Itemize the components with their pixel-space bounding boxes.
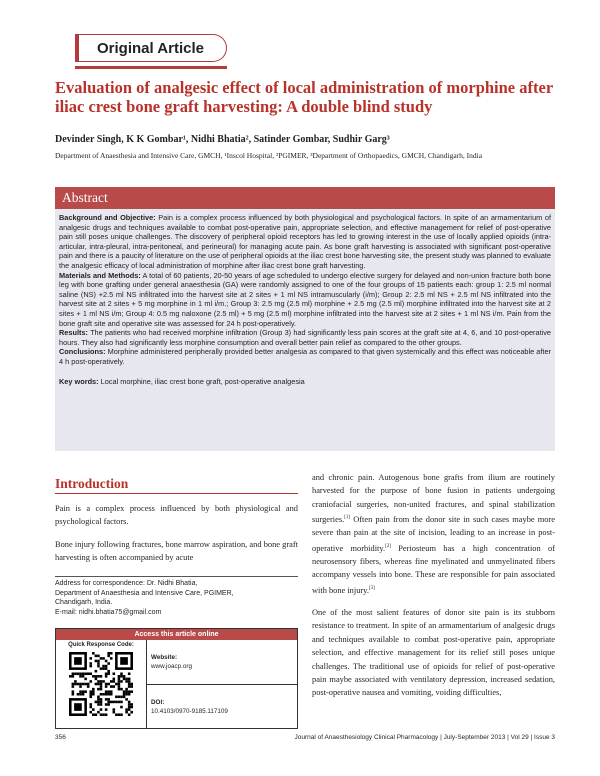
corr-email[interactable]: E-mail: nidhi.bhatia75@gmail.com bbox=[55, 608, 162, 616]
website-cell bbox=[147, 640, 297, 684]
qr-code-icon[interactable] bbox=[69, 652, 133, 716]
text-results: The patients who had received morphine infiltration (Group 3) had significantly less pain scores at the graft site at 4, 6, and 10 post-operative hours. They also had significantly less morphine consumption and overall better pain relief as compared to the other groups. bbox=[59, 328, 551, 347]
website-link[interactable]: www.joacp.org bbox=[151, 663, 192, 670]
text-keywords: Local morphine, iliac crest bone graft, post-operative analgesia bbox=[98, 376, 305, 386]
corr-line-2: Department of Anaesthesia and Intensive Care, PGIMER, bbox=[55, 589, 234, 597]
label-results: Results: bbox=[59, 328, 88, 338]
journal-citation: Journal of Anaesthesiology Clinical Pharmacology | July-September 2013 | Vol 29 | Issue 3 bbox=[294, 734, 555, 741]
qr-cell bbox=[56, 640, 147, 729]
p3-text-c: Periosteum has a high concentration of neurosensory fibers, whereas fine myelinated and unmyelinated fibers accompany vessels into bone. These are responsible for pain associated with bone injury. bbox=[312, 543, 555, 595]
article-title: Evaluation of analgesic effect of local administration of morphine after iliac crest bone graft harvesting: A double blind study bbox=[55, 78, 553, 116]
abstract-conclusions bbox=[59, 347, 551, 366]
abstract-box bbox=[55, 187, 555, 451]
intro-paragraph-1: Pain is a complex process influenced by both physiological and psychological factors. bbox=[55, 504, 298, 527]
page-footer bbox=[55, 734, 555, 741]
intro-paragraph-3 bbox=[312, 471, 555, 597]
text-conclusions: Morphine administered peripherally provided better analgesia as compared to that given systemically and this effect was noticeable after 4 h post-operatively. bbox=[59, 347, 551, 366]
article-type-tag bbox=[75, 34, 227, 62]
website-label: Website: bbox=[151, 654, 178, 661]
qr-label: Quick Response Code: bbox=[68, 642, 134, 648]
label-conclusions: Conclusions: bbox=[59, 347, 106, 357]
label-keywords: Key words: bbox=[59, 376, 99, 386]
affiliations: Department of Anaesthesia and Intensive Care, GMCH, ¹Inscol Hospital, ²PGIMER, ³Department of Orthopaedics, GMCH, Chandigarh, India bbox=[55, 151, 483, 160]
right-column bbox=[312, 471, 555, 709]
text-background: Pain is a complex process influenced by both physiological and psychological factors. In spite of an armamentarium of analgesic drugs and techniques available to combat post-operative pain, appropriate selection, and effective management for relief of post-operative pain still poses unique challenges. The discovery of peripheral opioid receptors has led to growing interest in the use of locally applied opioids (intra-articular, intra-pleural, intra-peritoneal, and perineural) for managing acute pain. As bone graft harvesting is associated with significant post-operative pain and there is a paucity of literature on the use of peripheral opioids at the iliac crest bone harvesting site, the present study was planned to evaluate the analgesic efficacy of local administration of morphine after iliac crest bone graft harvesting. bbox=[59, 213, 551, 270]
introduction-heading: Introduction bbox=[55, 476, 129, 491]
doi-cell bbox=[147, 684, 297, 729]
left-column bbox=[55, 502, 298, 574]
access-heading: Access this article online bbox=[56, 629, 297, 640]
tag-underline bbox=[75, 66, 227, 69]
abstract-results bbox=[59, 328, 551, 347]
article-type-label: Original Article bbox=[97, 39, 204, 57]
doi-link[interactable]: 10.4103/0970-9185.117109 bbox=[151, 708, 228, 715]
doi-label: DOI: bbox=[151, 699, 165, 706]
access-online-box bbox=[55, 628, 298, 729]
correspondence-block bbox=[55, 576, 298, 617]
citation-1[interactable]: [1] bbox=[344, 515, 351, 521]
abstract-methods bbox=[59, 271, 551, 329]
keywords bbox=[59, 377, 551, 387]
intro-paragraph-2: Bone injury following fractures, bone marrow aspiration, and bone graft harvesting is often accompanied by acute bbox=[55, 539, 298, 563]
introduction-rule bbox=[55, 493, 298, 494]
p3-text-b: Often pain from the donor site in such cases maybe more severe than pain at the site of incision, leading to an increase in post-operative morbidity. bbox=[312, 515, 555, 553]
corr-line-3: Chandigarh, India. bbox=[55, 599, 113, 607]
p3-text-a: and chronic pain. Autogenous bone grafts from ilium are routinely harvested for the purpose of bone fusion in patients undergoing craniofacial surgeries, non-united fractures, and spinal stabilization surgeries. bbox=[312, 473, 555, 525]
citation-2[interactable]: [2] bbox=[385, 543, 391, 549]
label-background: Background and Objective: bbox=[59, 213, 156, 222]
text-methods: A total of 60 patients, 20-50 years of age scheduled to undergo elective surgery for delayed and non-union fracture both bone leg with bone grafting under general anaesthesia (GA) were randomly assigned to one of the four groups of 15 patients each: group 1: 2.5 ml normal saline (NS) +2.5 ml NS infiltrated into the harvest site at 2 sites + 1 ml NS intramuscularly (i/m); Group 2: 2.5 ml NS + 2.5 ml NS infiltrated into the harvest site at 2 sites + 5 mg morphine in 1 ml i/m.; Group 3: 2.5 mg (2.5 ml) morphine + 2.5 mg (2.5 ml) morphine infiltrated into the harvest site at 2 sites + 1 ml NS i/m; Group 4: 0.5 mg naloxone (2.5 ml) + 5 mg (2.5 ml) morphine infiltrated into the harvest site at 2 sites + 1 ml NS i/m. Pain from the bone graft site and operative site was assessed for 24 h post-operatively. bbox=[59, 270, 551, 328]
corr-line-1: Address for correspondence: Dr. Nidhi Bhatia, bbox=[55, 580, 198, 587]
intro-paragraph-4: One of the most salient features of donor site pain is its stubborn resistance to treatment. In spite of an armamentarium of analgesic drugs and techniques available to combat post-operative pain, appropriate selection, and effective management for its relief still poses unique challenges. The traditional use of opioids for relief of post-operative pain maybe associated with ventilatory depression, increased sedation, post-operative nausea and vomiting, voiding difficulties, bbox=[312, 608, 555, 698]
abstract-heading: Abstract bbox=[55, 187, 555, 209]
page-number: 356 bbox=[55, 734, 66, 741]
citation-3[interactable]: [3] bbox=[368, 585, 375, 591]
abstract-body bbox=[55, 209, 555, 386]
label-methods: Materials and Methods: bbox=[59, 270, 141, 280]
abstract-background bbox=[59, 213, 551, 271]
author-list: Devinder Singh, K K Gombar¹, Nidhi Bhatia², Satinder Gombar, Sudhir Garg³ bbox=[55, 134, 390, 145]
